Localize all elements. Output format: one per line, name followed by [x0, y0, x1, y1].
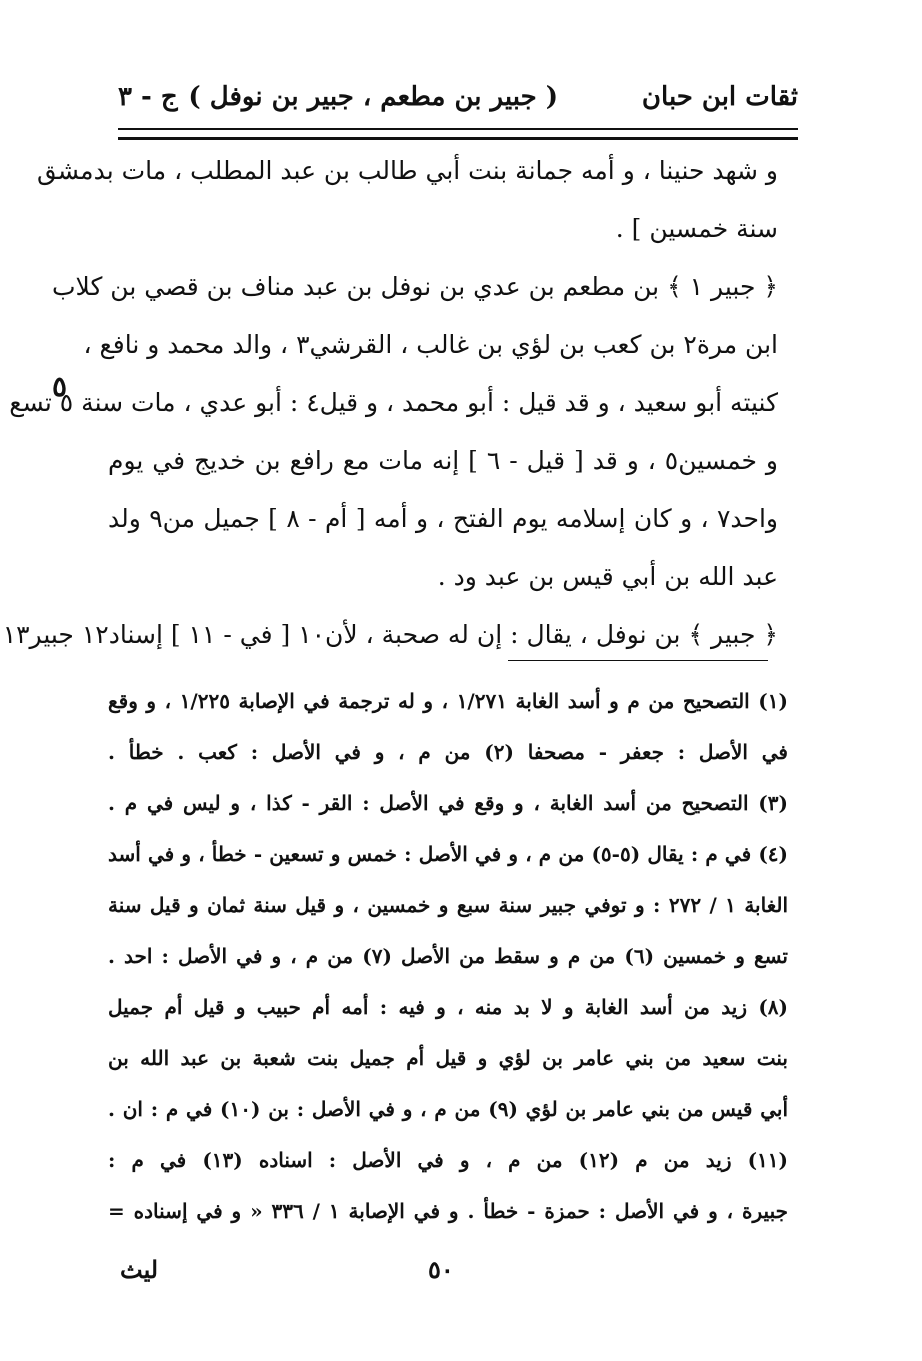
page-footer — [108, 1255, 788, 1295]
footnote-line: بنت سعيد من بني عامر بن لؤي و قيل أم جميل بنت شعبة بن عبد الله بن — [108, 1046, 788, 1070]
main-text — [2, 142, 778, 664]
running-header — [108, 78, 798, 126]
text-line: ابن مرة٢ بن كعب بن لؤي بن غالب ، القرشي٣ ، والد محمد و نافع ، — [83, 330, 778, 359]
book-title: ثقات ابن حبان — [641, 82, 798, 112]
footnote-line: (٣) التصحيح من أسد الغابة ، و وقع في الأصل : القر - كذا ، و ليس في م . — [108, 791, 788, 815]
footnote-line: أبي قيس من بني عامر بن لؤي (٩) من م ، و في الأصل : بن (١٠) في م : ان . — [108, 1097, 788, 1121]
footnote-separator — [508, 660, 768, 661]
text-line: ﴿ جبير ﴾ بن نوفل ، يقال : إن له صحبة ، لأن١٠ [ في - ١١ ] إسناد١٢ جبير١٣ — [2, 620, 778, 649]
footnote-line: في الأصل : جعفر - مصحفا (٢) من م ، و في الأصل : كعب . خطأ . — [108, 740, 788, 764]
text-line: واحد٧ ، و كان إسلامه يوم الفتح ، و أمه [ أم - ٨ ] جميل من٩ ولد — [108, 504, 778, 533]
footnote-line: (٤) في م : يقال (٥-٥) من م ، و في الأصل : خمس و تسعين - خطأ ، و في أسد — [108, 842, 788, 866]
text-line: ﴿ جبير ١ ﴾ بن مطعم بن عدي بن نوفل بن عبد مناف بن قصي بن كلاب — [52, 272, 778, 301]
footnote-line: جبيرة ، و في الأصل : حمزة - خطأ . و في الإصابة ١ / ٣٣٦ « و في إسناده = — [108, 1199, 788, 1223]
catchword: ليث — [120, 1255, 159, 1284]
text-line: و خمسين٥ ، و قد [ قيل - ٦ ] إنه مات مع رافع بن خديج في يوم — [108, 446, 778, 475]
footnote-line: (٨) زيد من أسد الغابة و لا بد منه ، و فيه : أمه أم حبيب و قيل أم جميل — [108, 995, 788, 1019]
text-line: عبد الله بن أبي قيس بن عبد ود . — [437, 562, 778, 591]
entry-names: ( جبير بن مطعم ، جبير بن نوفل ) — [188, 82, 558, 112]
footnotes — [108, 676, 788, 1237]
volume-number: ج - ٣ — [118, 82, 178, 112]
text-line: كنيته أبو سعيد ، و قد قيل : أبو محمد ، و قيل٤ : أبو عدي ، مات سنة ٥ تسع — [9, 388, 778, 417]
footnote-line: (١١) زيد من م (١٢) من م ، و في الأصل : اسناده (١٣) في م : — [108, 1148, 788, 1172]
line-number-marker: ٥ — [52, 370, 68, 403]
footnote-line: تسع و خمسين (٦) من م و سقط من الأصل (٧) من م ، و في الأصل : احد . — [108, 944, 789, 968]
text-line: و شهد حنينا ، و أمه جمانة بنت أبي طالب بن عبد المطلب ، مات بدمشق — [37, 156, 778, 185]
text-line: سنة خمسين ] . — [615, 214, 778, 243]
page-number: ٥٠ — [428, 1255, 454, 1284]
header-rule — [118, 128, 798, 140]
footnote-line: الغابة ١ / ٢٧٢ : و توفي جبير سنة سبع و خمسين ، و قيل سنة ثمان و قيل سنة — [108, 893, 788, 917]
footnote-line: (١) التصحيح من م و أسد الغابة ١/٢٧١ ، و له ترجمة في الإصابة ١/٢٢٥ ، و وقع — [108, 689, 788, 713]
